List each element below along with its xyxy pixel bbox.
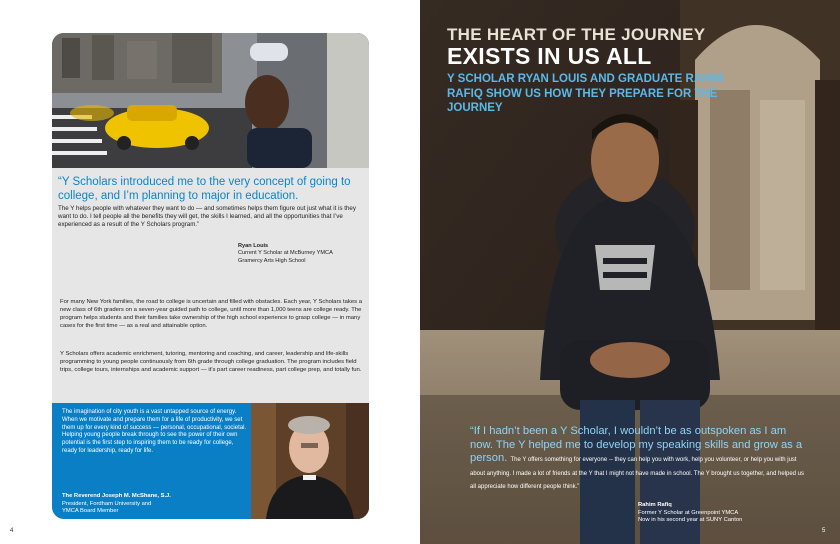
mcshane-board: YMCA Board Member — [62, 508, 119, 515]
rahim-quote — [470, 425, 805, 493]
page-number-left: 4 — [10, 528, 14, 534]
headline-line-1: THE HEART OF THE JOURNEY — [447, 25, 706, 44]
ryan-name: Ryan Louis — [238, 243, 269, 249]
mcshane-title: President, Fordham University and — [62, 500, 152, 507]
mcshane-name: The Reverend Joseph M. McShane, S.J. — [62, 493, 171, 499]
street-photo-illustration — [52, 33, 369, 168]
priest-photo-illustration — [251, 403, 369, 519]
rahim-school: Now in his second year at SUNY Canton — [638, 517, 743, 524]
rahim-quote-large: “If I hadn’t been a Y Scholar, I wouldn’t be as outspoken as I am now. The Y helped me to develop my speaking skills and grow as a person. — [470, 425, 803, 465]
headline-line-2: EXISTS IN US ALL — [447, 43, 652, 69]
body-paragraph-1: For many New York families, the road to college is uncertain and filled with obstacles. Each year, Y Scholars takes a new class of 6th graders on a seven-year guided path to college, until more than 1,000 teens are college ready. The program helps students and their families take ownership of the high school experience to grasp college — in many cases for the first time — as a real and attainable option. — [60, 299, 362, 329]
ryan-role: Current Y Scholar at McBurney YMCA — [238, 250, 333, 257]
priest-photo — [251, 403, 369, 519]
ryan-signature — [238, 243, 333, 265]
headline-subtitle: Y SCHOLAR RYAN LOUIS AND GRADUATE RAHIM RAFIQ SHOW US HOW THEY PREPARE FOR THE JOURNEY — [447, 73, 724, 114]
rahim-quote-small: The Y offers something for everyone -- they can help you with work, help you volunteer, or help you with just about anything. I made a lot of friends at the Y that I might not have made in school. The Y brought us together, and helped us all appreciate how different people think.” — [470, 457, 805, 491]
street-photo — [52, 33, 369, 168]
body-text-box — [52, 299, 369, 403]
right-page — [420, 0, 840, 544]
rahim-role: Former Y Scholar at Greenpoint YMCA — [638, 509, 739, 516]
page-number-right: 5 — [822, 528, 826, 534]
rahim-signature — [638, 502, 742, 525]
mcshane-quote-box — [52, 403, 369, 519]
ryan-school: Gramercy Arts High School — [238, 257, 306, 264]
ryan-quote-headline: “Y Scholars introduced me to the very concept of going to college, and I’m planning to major in education. — [58, 176, 351, 202]
mcshane-signature — [62, 493, 250, 516]
rahim-name: Rahim Rafiq — [638, 502, 672, 508]
mcshane-quote: The imagination of city youth is a vast untapped source of energy. When we motivate and prepare them for a life of productivity, we set them up for every kind of success — personal, occupational, societal. Helping young people break through to see the power of their own potential is the first step to inspiring them to be ready for college, ready for leadership, ready for life. — [62, 409, 247, 454]
ryan-quote-box — [52, 168, 369, 303]
body-paragraph-2: Y Scholars offers academic enrichment, tutoring, mentoring and coaching, and career, leadership and life-skills programming to young people continuously from 6th grade through college graduation. The program includes field trips, college tours, internships and academic support — it’s part career readiness, part college prep, and totally fun. — [60, 351, 362, 373]
ryan-quote-body: The Y helps people with whatever they want to do — and sometimes helps them figure out just what it is they want to do. I tell people all the benefits they will get, the skills I learned, and all the opportunities that I’ve experienced as a result of the Y Scholars program.” — [58, 205, 356, 229]
content-card — [52, 33, 369, 519]
